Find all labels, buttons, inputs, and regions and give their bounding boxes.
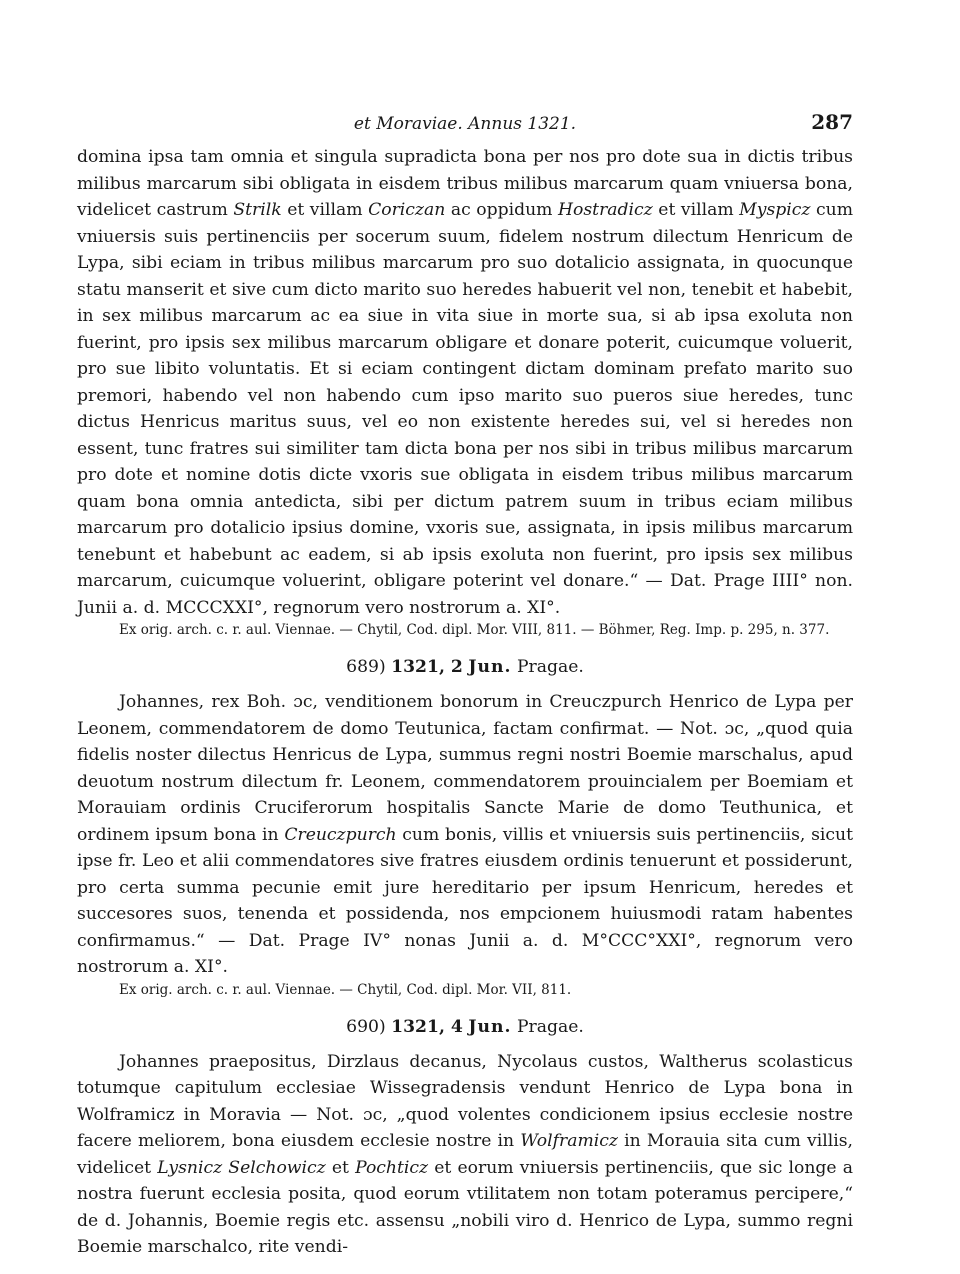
text-run: Johannes praepositus, Dirzlaus decanus, Nycolaus custos, Waltherus scolasticus totumque capitulum ecclesiae Wissegradensis vendunt Henrico de Lypa bona in Wolframicz in Moravia — Not. ɔc, „quod volentes condicionem ipsius ecclesie nostre facere meliorem, bona eiusdem ecclesie nostre in [77,1051,853,1151]
entry-689-paragraph [77,689,853,981]
text-run: cum bonis, villis et vniuersis suis pertinenciis, sicut ipse fr. Leo et alii commendatores sive fratres eiusdem ordinis tenuerunt et possiderunt, pro certa summa pecunie emit jure hereditario per ipsum Henricum, heredes et succesores suos, tenenda et possidenda, nos empcionem huiusmodi ratam habentes confirmamus.“ — Dat. Prage IV° nonas Junii a. d. M°CCC°XXI°, regnorum vero nostrorum a. XI°. [77,824,853,977]
place-name: Lysnicz Selchowicz [157,1157,326,1178]
place-name: Strilk [233,200,282,220]
entry-heading-689 [77,657,853,677]
continuation-paragraph [77,144,853,621]
entry-month: Jun. [468,1016,512,1037]
entry-place: Pragae. [516,1016,584,1037]
source-citation: Ex orig. arch. c. r. aul. Viennae. — Chytil, Cod. dipl. Mor. VII, 811. [119,981,572,998]
text-run: domina ipsa tam omnia et singula supradicta bona per nos pro dote sua in dictis tribus milibus marcarum sibi obligata in eisdem tribus milibus marcarum quam vniuersa bona, videlicet castrum [77,147,853,220]
running-head [77,110,853,144]
place-name: Wolframicz [520,1131,618,1151]
entry-690-paragraph [77,1049,853,1261]
text-run: in Morauia sita cum villis, videlicet [77,1131,853,1178]
text-run: et villam [281,200,369,220]
entry-date: 1321, 2 [391,657,463,677]
entry-date: 1321, 4 [391,1016,463,1037]
place-name: Pochticz [355,1157,429,1178]
text-run: et [325,1157,356,1178]
entry-number: 689) [346,657,386,677]
text-run: ac oppidum [445,200,559,220]
running-title: et Moraviae. Annus 1321. [353,114,577,134]
text-run: cum vniuersis suis pertinenciis per socerum suum, fidelem nostrum dilectum Henricum de Lypa, sibi eciam in tribus milibus marcarum pro suo dotalicio assignata, in quocunque statu manserit et sive cum dicto marito suo heredes habuerit vel non, tenebit et habebit, in sex milibus marcarum ac ea siue in vita siue in morte sua, si ab ipsa exoluta non fuerint, pro ipsis sex milibus marcarum obligare et donare poterit, cuicumque voluerit, pro sue libito voluntatis. Et si eciam contingent dictam dominam prefato marito suo premori, habendo vel non habendo cum ipso marito suo pueros siue heredes, tunc dictus Henricus maritus suus, vel eo non existente heredes sui, vel si heredes non essent, tunc fratres sui similiter tam dicta bona per nos sibi in tribus milibus marcarum pro dote et nomine dotis dicte vxoris sue obligata in eisdem tribus milibus marcarum quam bona omnia antedicta, sibi per dictum patrem suum in tribus eciam milibus marcarum pro dotalicio ipsius domine, vxoris sue, assignata, in ipsis milibus marcarum tenebunt et habebunt ac eadem, si ab ipsis exoluta non fuerint, pro ipsis sex milibus marcarum, cuicumque voluerint, obligare poterint vel donare.“ — Dat. Prage IIII° non. Junii a. d. MCCCXXI°, regnorum vero nostrorum a. XI°. [77,200,854,618]
entry-month: Jun. [468,657,512,677]
page-number: 287 [811,110,853,134]
entry-heading-690 [77,1017,853,1037]
text-run: et villam [652,200,740,220]
source-citation: Ex orig. arch. c. r. aul. Viennae. — Chytil, Cod. dipl. Mor. VIII, 811. — Böhmer, Reg. Imp. p. 295, n. 377. [119,622,830,638]
entry-place: Pragae. [516,657,584,677]
place-name: Hostradicz [558,200,653,220]
entry-number: 690) [346,1016,386,1037]
place-name: Creuczpurch [284,824,397,845]
document-page [77,110,853,1261]
text-run: Johannes, rex Boh. ɔc, venditionem bonorum in Creuczpurch Henrico de Lypa per Leonem, commendatorem de domo Teutunica, factam confirmat. — Not. ɔc, „quod quia fidelis noster dilectus Henricus de Lypa, summus regni nostri Boemie marschalus, apud deuotum nostrum dilectum fr. Leonem, commendatorem prouincialem per Boemiam et Morauiam ordinis Cruciferorum hospitalis Sancte Marie de domo Teuthunica, et ordinem ipsum bona in [77,692,853,845]
text-run: et eorum vniuersis pertinenciis, que sic longe a nostra fuerunt ecclesia posita, quod eorum vtilitatem non totam poteramus percipere,“ de d. Johannis, Boemie regis etc. assensu „nobili viro d. Henrico de Lypa, summo regni Boemie marschalco, rite vendi- [77,1157,853,1257]
place-name: Myspicz [739,200,811,220]
place-name: Coriczan [368,200,446,220]
